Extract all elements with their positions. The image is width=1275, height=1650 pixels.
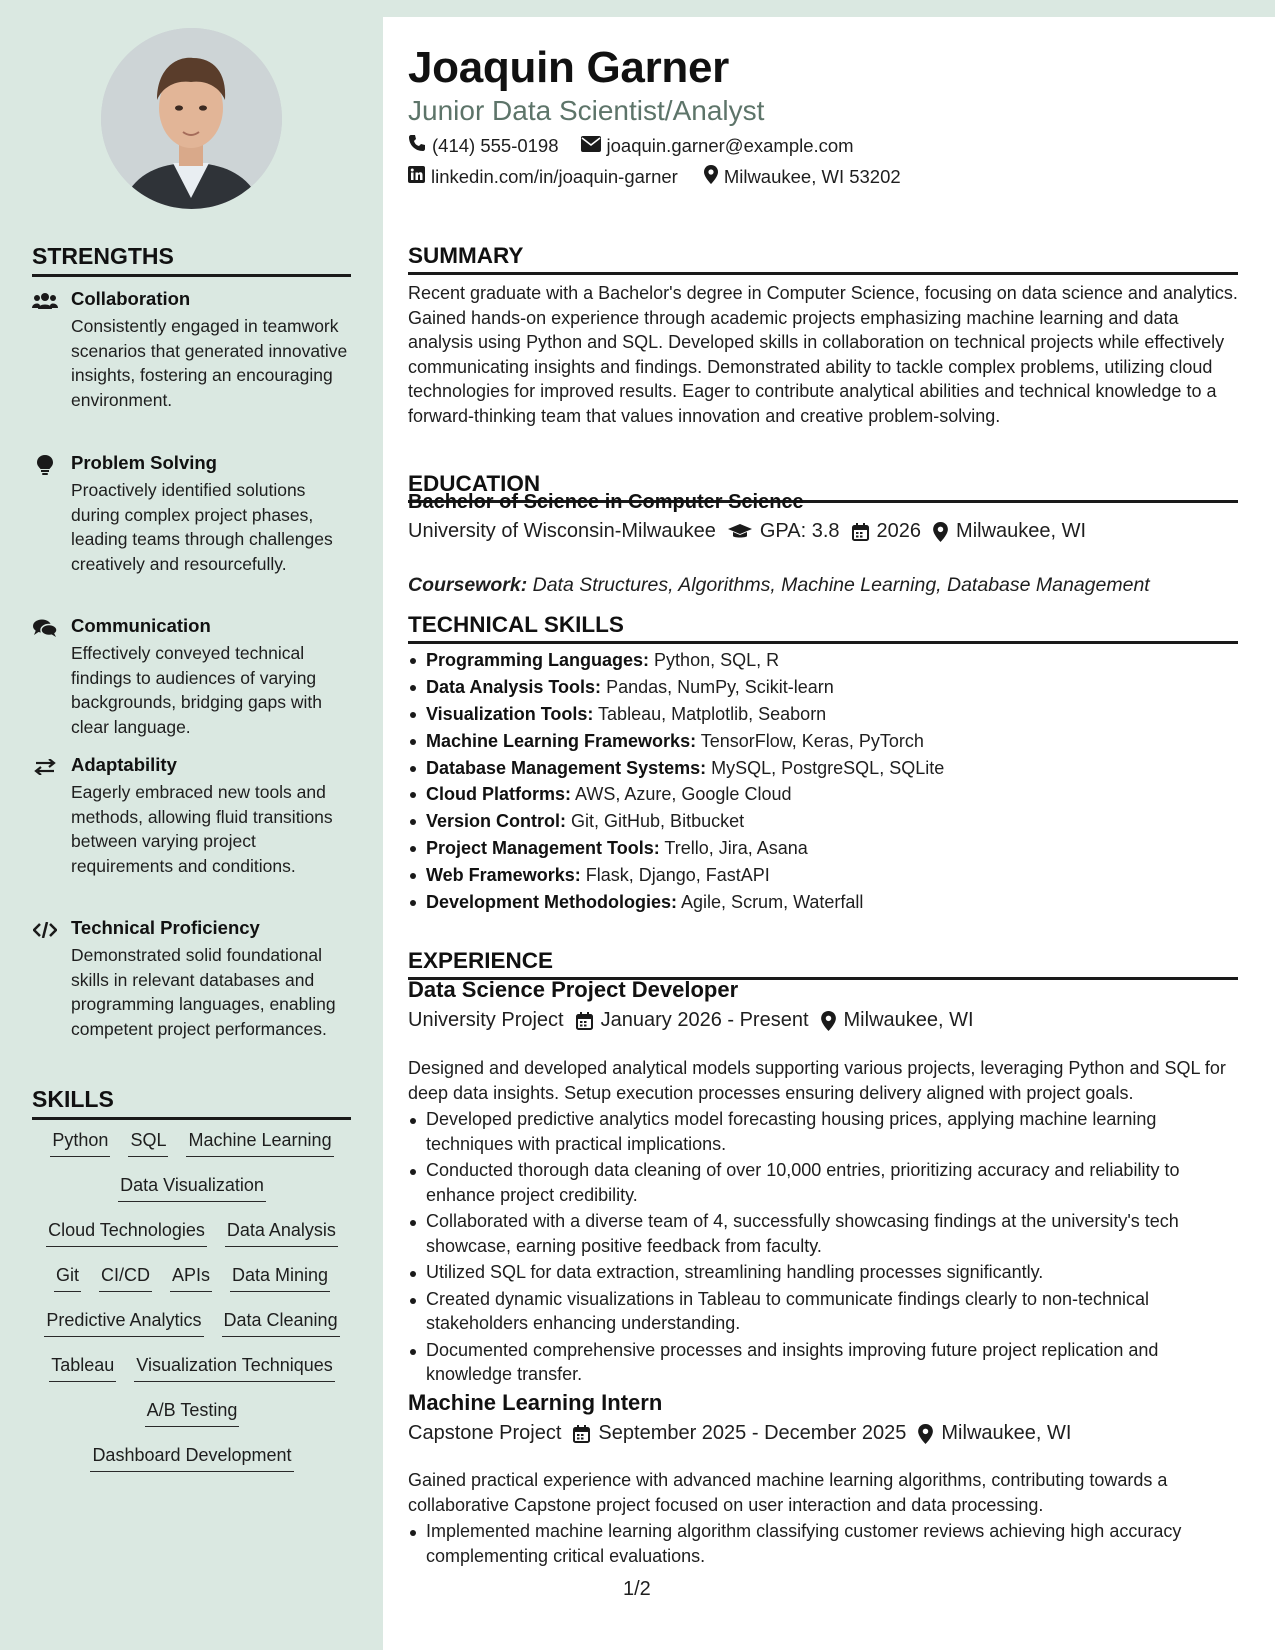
- skill-tag: Visualization Techniques: [134, 1355, 334, 1382]
- skill-tag: Dashboard Development: [90, 1445, 293, 1472]
- phone-icon: [408, 134, 426, 157]
- list-item: Created dynamic visualizations in Tableau to communicate findings clearly to non-technical stakeholders enhancing understanding.: [408, 1287, 1238, 1336]
- calendar-icon: [576, 1012, 593, 1030]
- skill-tag: Python: [50, 1130, 110, 1157]
- email-link[interactable]: joaquin.garner@example.com: [606, 134, 854, 156]
- education-meta: [408, 520, 1086, 543]
- school-name: University of Wisconsin-Milwaukee: [408, 520, 716, 542]
- exchange-icon: [32, 756, 58, 778]
- calendar-icon: [852, 523, 869, 541]
- strength-title: Adaptability: [71, 754, 177, 775]
- skill-row: [32, 1355, 352, 1400]
- skill-row: [32, 1175, 352, 1220]
- school-location: Milwaukee, WI: [956, 520, 1087, 542]
- experience-heading: EXPERIENCE: [408, 948, 1238, 980]
- strength-description: Eagerly embraced new tools and methods, allowing fluid transitions between varying project requirements and conditions.: [71, 782, 333, 876]
- degree-title: Bachelor of Science in Computer Science: [408, 491, 804, 513]
- skill-tag: APIs: [170, 1265, 212, 1292]
- list-item: Visualization Tools: Tableau, Matplotlib, Seaborn: [408, 701, 1238, 728]
- code-icon: [32, 919, 58, 941]
- strength-description: Effectively conveyed technical findings to audiences of varying backgrounds, bridging gaps with clear language.: [71, 643, 322, 737]
- job-bullets: [408, 1107, 1238, 1389]
- list-item: Conducted thorough data cleaning of over 10,000 entries, prioritizing accuracy and reliability to enhance project credibility.: [408, 1158, 1238, 1207]
- location: Milwaukee, WI 53202: [723, 166, 901, 187]
- job-meta: [408, 1422, 1071, 1445]
- skill-tag: Data Mining: [230, 1265, 330, 1292]
- summary-text: Recent graduate with a Bachelor's degree in Computer Science, focusing on data science and analytics. Gained hands-on experience through academic projects emphasizing machine learning and data analysis using Python and SQL. Developed skills in collaboration on technical projects while effectively communicating insights and findings. Demonstrated ability to tackle complex problems, utilizing cloud technologies for improved results. Eager to contribute analytical abilities and technical knowledge to a forward-thinking team that values innovation and creative problem-solving.: [408, 283, 1238, 426]
- job-description: Gained practical experience with advanced machine learning algorithms, contributing towards a collaborative Capstone project focused on user interaction and data processing.: [408, 1470, 1168, 1515]
- strength-description: Consistently engaged in teamwork scenarios that generated innovative insights, fostering an encouraging environment.: [71, 316, 348, 410]
- technical-skills-list: [408, 647, 1238, 916]
- candidate-title: Junior Data Scientist/Analyst: [408, 95, 765, 126]
- contact-row-2: [408, 165, 901, 189]
- list-item: Web Frameworks: Flask, Django, FastAPI: [408, 862, 1238, 889]
- job-title: Data Science Project Developer: [408, 977, 739, 1002]
- skill-row: [32, 1310, 352, 1355]
- job-description: Designed and developed analytical models supporting various projects, leveraging Python and SQL for deep data insights. Setup execution processes ensuring delivery aligned with project goals.: [408, 1058, 1226, 1103]
- coursework-list: Data Structures, Algorithms, Machine Learning, Database Management: [532, 574, 1150, 596]
- email-icon: [581, 135, 601, 157]
- skill-row: [32, 1445, 352, 1490]
- list-item: Version Control: Git, GitHub, Bitbucket: [408, 808, 1238, 835]
- job-organization: University Project: [408, 1009, 564, 1031]
- map-pin-icon: [918, 1424, 933, 1444]
- skill-row: [32, 1400, 352, 1445]
- graduation-cap-icon: [728, 524, 752, 540]
- skill-tag: Tableau: [49, 1355, 116, 1382]
- linkedin-link[interactable]: linkedin.com/in/joaquin-garner: [431, 166, 678, 187]
- skills-heading: SKILLS: [32, 1086, 351, 1120]
- list-item: Database Management Systems: MySQL, PostgreSQL, SQLite: [408, 755, 1238, 782]
- list-item: Collaborated with a diverse team of 4, successfully showcasing findings at the university's tech showcase, earning positive feedback from faculty.: [408, 1209, 1238, 1258]
- list-item: Programming Languages: Python, SQL, R: [408, 647, 1238, 674]
- job-dates: January 2026 - Present: [600, 1009, 809, 1031]
- list-item: Development Methodologies: Agile, Scrum, Waterfall: [408, 889, 1238, 916]
- phone-number[interactable]: (414) 555-0198: [432, 134, 559, 156]
- job-bullets: [408, 1519, 1238, 1570]
- list-item: Project Management Tools: Trello, Jira, Asana: [408, 835, 1238, 862]
- candidate-name: Joaquin Garner: [408, 43, 729, 92]
- list-item: Machine Learning Frameworks: TensorFlow, Keras, PyTorch: [408, 728, 1238, 755]
- strength-title: Communication: [71, 615, 211, 636]
- list-item: Developed predictive analytics model forecasting housing prices, applying machine learning techniques with practical implications.: [408, 1107, 1238, 1156]
- skill-tag: Predictive Analytics: [44, 1310, 203, 1337]
- strength-description: Proactively identified solutions during complex project phases, leading teams through challenges creatively and resourcefully.: [71, 480, 333, 574]
- skill-tag: Data Cleaning: [222, 1310, 340, 1337]
- list-item: Utilized SQL for data extraction, streamlining handling processes significantly.: [408, 1260, 1238, 1285]
- strength-title: Technical Proficiency: [71, 917, 260, 938]
- skill-tag: Data Analysis: [225, 1220, 338, 1247]
- map-pin-icon: [933, 522, 948, 542]
- map-pin-icon: [704, 165, 718, 189]
- users-icon: [32, 290, 58, 312]
- job-title: Machine Learning Intern: [408, 1390, 663, 1415]
- job-dates: September 2025 - December 2025: [598, 1422, 907, 1444]
- skills-tag-cloud: [32, 1130, 352, 1490]
- graduation-year: 2026: [876, 520, 922, 542]
- calendar-icon: [573, 1425, 590, 1443]
- avatar: [101, 28, 282, 209]
- skill-tag: Data Visualization: [118, 1175, 266, 1202]
- skill-tag: A/B Testing: [145, 1400, 240, 1427]
- job-meta: [408, 1009, 974, 1032]
- list-item: Data Analysis Tools: Pandas, NumPy, Scikit-learn: [408, 674, 1238, 701]
- skill-tag: Machine Learning: [186, 1130, 333, 1157]
- skill-tag: CI/CD: [99, 1265, 152, 1292]
- list-item: Documented comprehensive processes and insights improving future project replication and knowledge transfer.: [408, 1338, 1238, 1387]
- skill-row: [32, 1220, 352, 1265]
- job-organization: Capstone Project: [408, 1422, 562, 1444]
- coursework: [408, 574, 1150, 597]
- strength-title: Collaboration: [71, 288, 191, 309]
- skill-row: [32, 1130, 352, 1175]
- page-indicator: 1/2: [623, 1578, 651, 1600]
- summary-heading: SUMMARY: [408, 243, 1238, 275]
- technical-skills-heading: TECHNICAL SKILLS: [408, 612, 1238, 644]
- education-heading: EDUCATION: [408, 471, 1238, 503]
- coursework-label: Coursework:: [408, 574, 528, 596]
- gpa: GPA: 3.8: [759, 520, 840, 542]
- list-item: Implemented machine learning algorithm classifying customer reviews achieving high accuracy complementing critical evaluations.: [408, 1519, 1238, 1568]
- chat-icon: [32, 617, 58, 639]
- strength-title: Problem Solving: [71, 452, 217, 473]
- profile-photo: [101, 28, 282, 209]
- contact-row-1: [408, 134, 854, 157]
- skill-row: [32, 1265, 352, 1310]
- skill-tag: SQL: [128, 1130, 168, 1157]
- job-location: Milwaukee, WI: [843, 1009, 974, 1031]
- main-column: [383, 17, 1275, 1650]
- strengths-heading: STRENGTHS: [32, 243, 351, 277]
- map-pin-icon: [821, 1011, 836, 1031]
- skill-tag: Git: [54, 1265, 81, 1292]
- linkedin-icon: [408, 166, 425, 188]
- list-item: Cloud Platforms: AWS, Azure, Google Cloud: [408, 781, 1238, 808]
- skill-tag: Cloud Technologies: [46, 1220, 207, 1247]
- job-location: Milwaukee, WI: [941, 1422, 1072, 1444]
- strength-description: Demonstrated solid foundational skills in relevant databases and programming languages, enabling competent project performances.: [71, 945, 336, 1039]
- sidebar: [0, 0, 383, 1650]
- lightbulb-icon: [32, 454, 58, 476]
